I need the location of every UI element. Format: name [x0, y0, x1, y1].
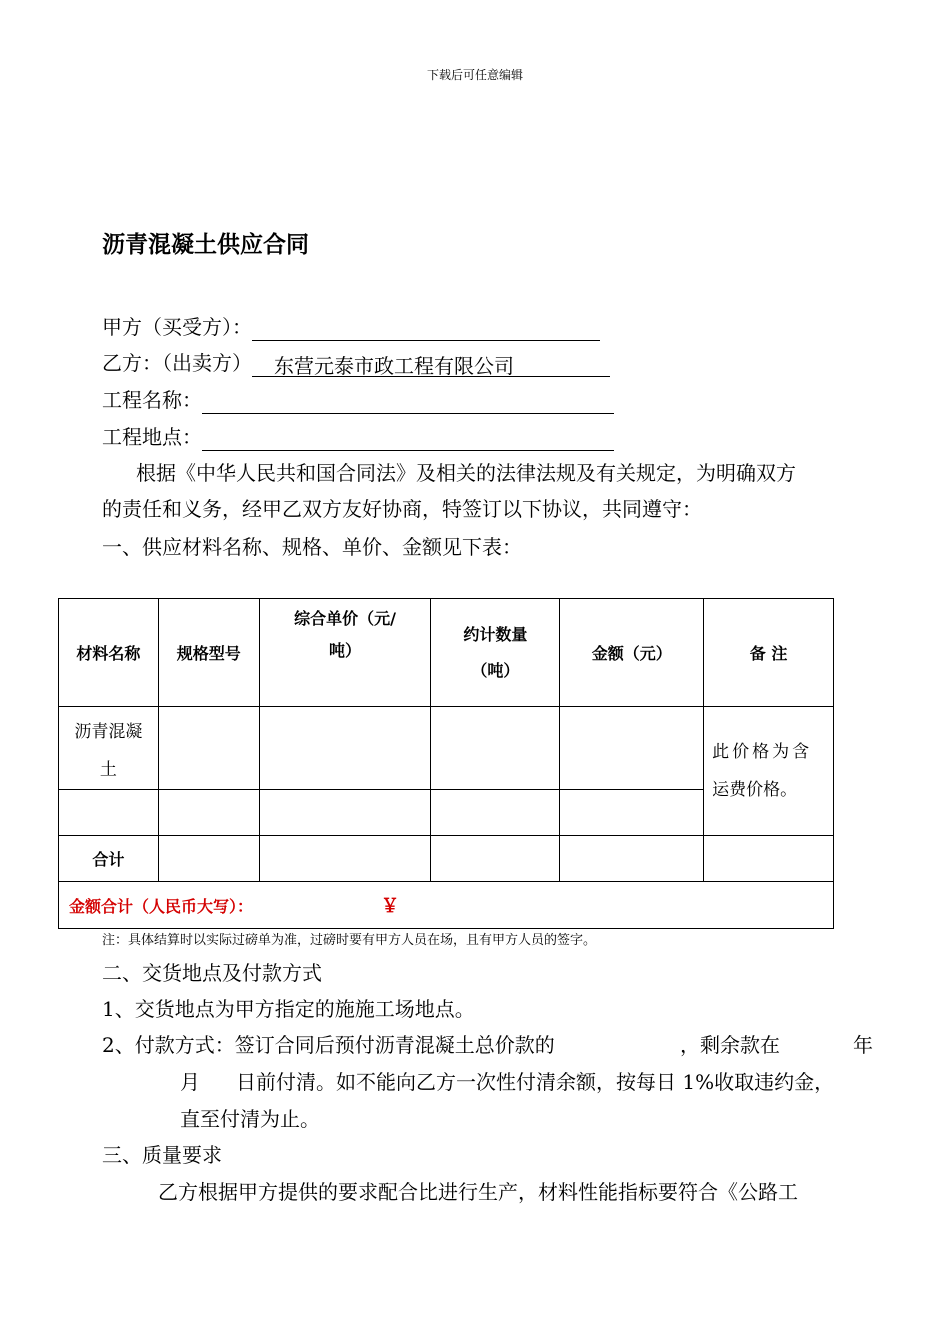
- section-2-item-2-a: 2、付款方式：签订合同后预付沥青混凝土总价款的: [102, 1033, 555, 1057]
- quantity-header-line-1: 约计数量: [463, 624, 528, 644]
- page-header: 下载后可任意编辑: [426, 68, 523, 82]
- total-cell[interactable]: [431, 836, 560, 882]
- quantity-cell[interactable]: [431, 707, 560, 790]
- remark-line-2: 运费价格。: [712, 780, 798, 800]
- total-row: [59, 836, 834, 882]
- remark-cell[interactable]: [704, 707, 834, 836]
- section-2-item-1: 1、交货地点为甲方指定的施施工场地点。: [102, 997, 475, 1021]
- table-note: 注：具体结算时以实际过磅单为准，过磅时要有甲方人员在场，且有甲方人员的签字。: [102, 933, 597, 948]
- sum-row: [59, 882, 834, 929]
- document-title: 沥青混凝土供应合同: [102, 232, 309, 258]
- yen-symbol: ￥: [381, 896, 400, 917]
- table-header-row: [59, 599, 834, 707]
- section-1-title: 一、供应材料名称、规格、单价、金额见下表：: [102, 535, 522, 559]
- table-row: [59, 707, 834, 790]
- project-name-row: [102, 386, 614, 414]
- sum-cell[interactable]: [59, 882, 834, 929]
- section-2-title: 二、交货地点及付款方式: [102, 961, 322, 985]
- section-2-item-2-f: 直至付清为止。: [180, 1107, 320, 1131]
- total-cell[interactable]: [259, 836, 431, 882]
- project-location-label: 工程地点：: [102, 425, 202, 449]
- empty-cell[interactable]: [259, 790, 431, 836]
- material-line-2: 土: [99, 760, 117, 780]
- quantity-header-line-2: （吨）: [471, 660, 520, 680]
- party-a-blank[interactable]: [252, 316, 600, 341]
- project-location-blank[interactable]: [202, 426, 614, 451]
- col-spec-header: 规格型号: [158, 599, 259, 707]
- col-material-header: 材料名称: [59, 599, 159, 707]
- intro-line-2: 的责任和义务，经甲乙双方友好协商，特签订以下协议，共同遵守：: [102, 497, 702, 521]
- total-label: 合计: [59, 836, 159, 882]
- spec-cell[interactable]: [158, 707, 259, 790]
- empty-cell[interactable]: [59, 790, 159, 836]
- amount-cell[interactable]: [560, 707, 704, 790]
- remark-line-1: 此价格为含: [712, 742, 813, 762]
- total-cell[interactable]: [560, 836, 704, 882]
- unit-price-header-line-2: 吨）: [329, 641, 362, 660]
- section-2-item-2-e: 日前付清。如不能向乙方一次性付清余额，按每日 1%收取违约金，: [236, 1070, 835, 1094]
- intro-line-1: 根据《中华人民共和国合同法》及相关的法律法规及有关规定，为明确双方: [136, 461, 796, 485]
- material-line-1: 沥青混凝: [74, 722, 143, 742]
- section-2-item-2-c: 年: [853, 1033, 873, 1057]
- party-b-value[interactable]: 东营元泰市政工程有限公司: [252, 353, 610, 377]
- section-2-item-2-d: 月: [180, 1070, 200, 1094]
- unit-price-header-line-1: 综合单价（元/: [294, 609, 396, 628]
- section-3-title: 三、质量要求: [102, 1143, 222, 1167]
- material-table: [58, 598, 834, 929]
- col-quantity-header: [431, 599, 560, 707]
- project-name-label: 工程名称：: [102, 388, 202, 412]
- project-name-blank[interactable]: [202, 389, 614, 414]
- project-location-row: [102, 423, 614, 451]
- total-cell[interactable]: [704, 836, 834, 882]
- sum-label: 金额合计（人民币大写）：: [69, 897, 254, 916]
- empty-cell[interactable]: [431, 790, 560, 836]
- party-b-label: 乙方：（出卖方）: [102, 351, 252, 375]
- empty-cell[interactable]: [560, 790, 704, 836]
- section-2-item-2-b: ，剩余款在: [680, 1033, 780, 1057]
- col-remark-header: 备 注: [704, 599, 834, 707]
- section-3-body: 乙方根据甲方提供的要求配合比进行生产，材料性能指标要符合《公路工: [158, 1180, 798, 1204]
- empty-cell[interactable]: [158, 790, 259, 836]
- party-b-row: [102, 349, 610, 377]
- party-a-label: 甲方（买受方）：: [102, 315, 252, 339]
- col-amount-header: 金额（元）: [560, 599, 704, 707]
- total-cell[interactable]: [158, 836, 259, 882]
- material-cell[interactable]: [59, 707, 159, 790]
- col-unit-price-header: [259, 599, 431, 707]
- unit-price-cell[interactable]: [259, 707, 431, 790]
- party-a-row: [102, 313, 600, 341]
